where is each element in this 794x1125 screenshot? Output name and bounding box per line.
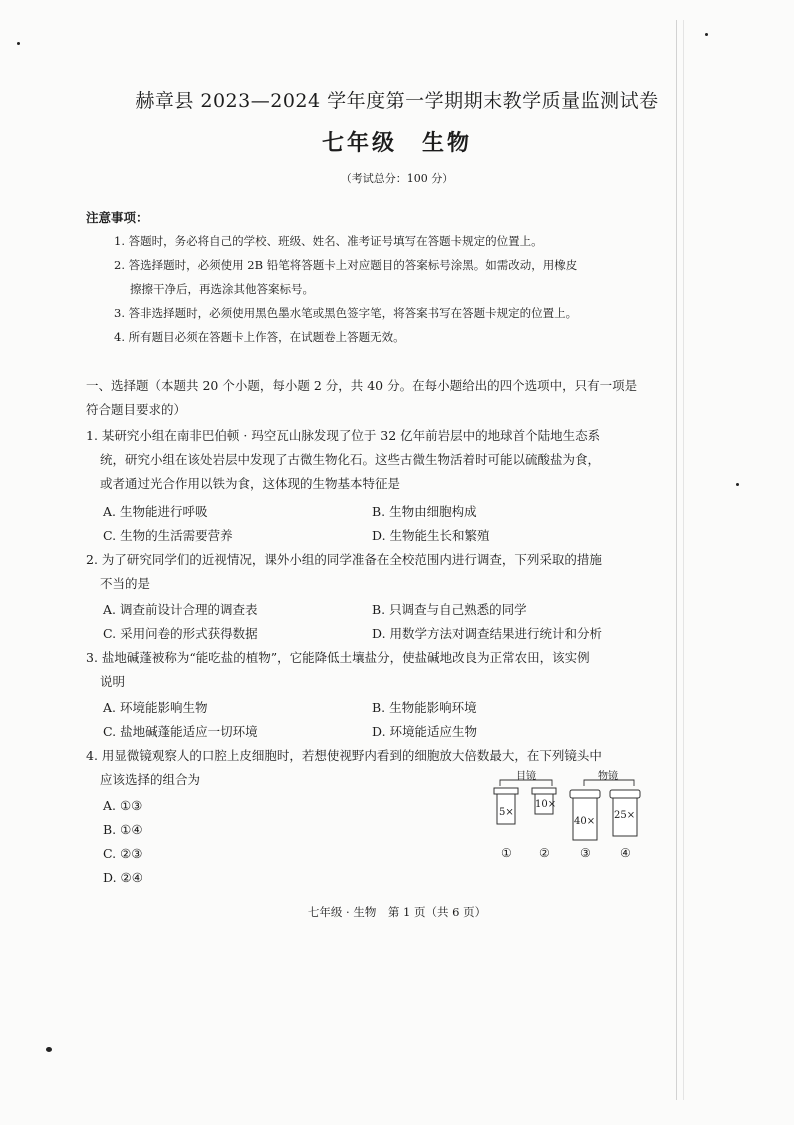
lens-1-magnification: 5× [499, 807, 514, 818]
page-footer: 七年级 · 生物 第 1 页（共 6 页） [307, 905, 487, 919]
lens-3-number: ③ [580, 846, 591, 860]
q1-option-d: D. 生物能生长和繁殖 [372, 528, 490, 543]
question-3-text: 说明 [100, 674, 126, 689]
notice-item: 4. 所有题目必须在答题卡上作答，在试题卷上答题无效。 [114, 330, 405, 344]
total-score-note: （考试总分：100 分） [340, 172, 454, 185]
q3-option-a: A. 环境能影响生物 [103, 700, 208, 715]
lens-2-number: ② [539, 846, 550, 860]
q2-option-b: B. 只调查与自己熟悉的同学 [372, 602, 527, 617]
lens-diagram [488, 766, 648, 866]
q4-option-c: C. ②③ [103, 846, 143, 861]
q1-option-b: B. 生物由细胞构成 [372, 504, 477, 519]
q3-option-c: C. 盐地碱蓬能适应一切环境 [103, 724, 258, 739]
q2-option-c: C. 采用问卷的形式获得数据 [103, 626, 258, 641]
q4-option-b: B. ①④ [103, 822, 143, 837]
q2-option-d: D. 用数学方法对调查结果进行统计和分析 [372, 626, 603, 641]
scan-speck [736, 483, 739, 486]
question-1-text: 或者通过光合作用以铁为食，这体现的生物基本特征是 [100, 476, 401, 491]
scan-speck [705, 33, 708, 36]
question-3-text: 3. 盐地碱蓬被称为“能吃盐的植物”，它能降低土壤盐分，使盐碱地改良为正常农田，该实例 [86, 650, 590, 665]
lens-2-magnification: 10× [535, 799, 557, 810]
lens-4-number: ④ [620, 846, 631, 860]
q4-option-a: A. ①③ [103, 798, 143, 813]
question-2-text: 不当的是 [100, 576, 151, 591]
question-4-text: 应该选择的组合为 [100, 772, 201, 787]
notice-heading: 注意事项： [86, 210, 149, 225]
scan-speck [17, 42, 20, 45]
q3-option-b: B. 生物能影响环境 [372, 700, 477, 715]
q1-option-c: C. 生物的生活需要营养 [103, 528, 233, 543]
q3-option-d: D. 环境能适应生物 [372, 724, 478, 739]
question-1-text: 1. 某研究小组在南非巴伯顿 · 玛空瓦山脉发现了位于 32 亿年前岩层中的地球首个陆地生态系 [86, 428, 601, 443]
scan-speck [46, 1047, 52, 1052]
objective-label: 物镜 [598, 771, 618, 782]
exam-subject: 七年级 生物 [321, 130, 472, 156]
q2-option-a: A. 调查前设计合理的调查表 [103, 602, 258, 617]
lens-4-magnification: 25× [614, 810, 636, 821]
q4-option-d: D. ②④ [103, 870, 143, 885]
notice-item: 擦擦干净后，再选涂其他答案标号。 [130, 282, 314, 296]
question-1-text: 统，研究小组在该处岩层中发现了古微生物化石。这些古微生物活着时可能以硫酸盐为食， [100, 452, 601, 467]
section-heading: 一、选择题（本题共 20 个小题，每小题 2 分，共 40 分。在每小题给出的四个选项中，只有一项是 [86, 378, 638, 393]
eyepiece-label: 目镜 [516, 771, 536, 782]
notice-item: 2. 答选择题时，必须使用 2B 铅笔将答题卡上对应题目的答案标号涂黑。如需改动，用橡皮 [114, 258, 578, 272]
section-heading-cont: 符合题目要求的） [86, 402, 187, 417]
question-4-text: 4. 用显微镜观察人的口腔上皮细胞时，若想使视野内看到的细胞放大倍数最大，在下列镜头中 [86, 748, 602, 763]
lens-1-number: ① [501, 846, 512, 860]
notice-item: 1. 答题时，务必将自己的学校、班级、姓名、准考证号填写在答题卡规定的位置上。 [114, 234, 543, 248]
exam-title: 赫章县 2023—2024 学年度第一学期期末教学质量监测试卷 [135, 90, 659, 112]
question-2-text: 2. 为了研究同学们的近视情况，课外小组的同学准备在全校范围内进行调查，下列采取的措施 [86, 552, 602, 567]
notice-item: 3. 答非选择题时，必须使用黑色墨水笔或黑色签字笔，将答案书写在答题卡规定的位置上。 [114, 306, 578, 320]
q1-option-a: A. 生物能进行呼吸 [103, 504, 208, 519]
lens-3-magnification: 40× [574, 816, 596, 827]
